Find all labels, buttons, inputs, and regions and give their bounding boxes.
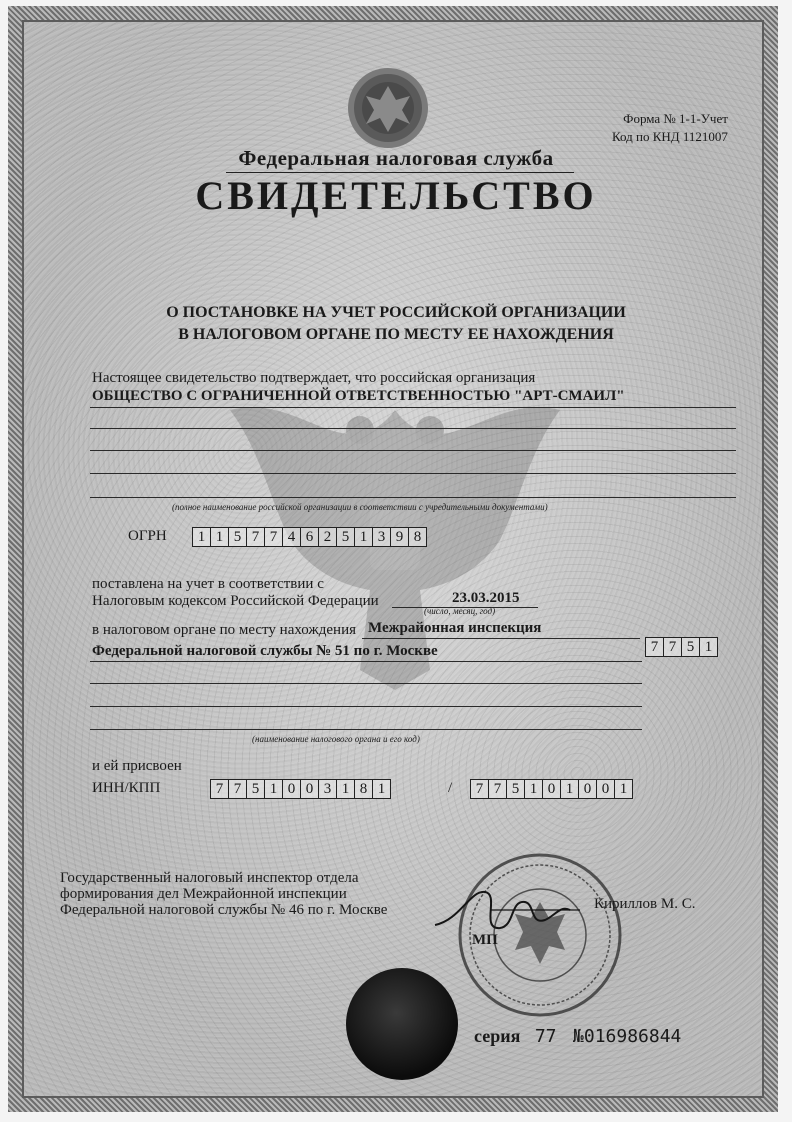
form-number bbox=[612, 110, 728, 146]
tax-authority-line-3 bbox=[90, 683, 642, 684]
organization-line-3 bbox=[90, 450, 736, 451]
kpp-digit: 0 bbox=[596, 779, 615, 799]
ogrn-digit: 8 bbox=[408, 527, 427, 547]
subtitle-line-2: В НАЛОГОВОМ ОРГАНЕ ПО МЕСТУ ЕЕ НАХОЖДЕНИЯ bbox=[178, 326, 614, 343]
inn-digit: 1 bbox=[372, 779, 391, 799]
assigned-label: и ей присвоен bbox=[92, 758, 182, 774]
inn-boxes bbox=[210, 779, 390, 799]
organization-line-4 bbox=[90, 473, 736, 474]
tax-authority-caption: (наименование налогового органа и его код) bbox=[252, 734, 420, 744]
inn-digit: 7 bbox=[228, 779, 247, 799]
inspector-line-2: формирования дел Межрайонной инспекции bbox=[60, 886, 347, 902]
kpp-digit: 1 bbox=[524, 779, 543, 799]
signature-icon bbox=[430, 880, 600, 940]
kpp-digit: 7 bbox=[488, 779, 507, 799]
organization-line-2 bbox=[90, 428, 736, 429]
kpp-digit: 5 bbox=[506, 779, 525, 799]
organization-intro: Настоящее свидетельство подтверждает, что российская организация bbox=[92, 370, 536, 386]
tax-authority-line-2 bbox=[90, 661, 642, 662]
kpp-digit: 0 bbox=[542, 779, 561, 799]
ogrn-digit: 1 bbox=[354, 527, 373, 547]
tax-authority-name-part-1: Межрайонная инспекция bbox=[368, 620, 542, 636]
ogrn-digit: 6 bbox=[300, 527, 319, 547]
kpp-digit: 1 bbox=[560, 779, 579, 799]
tax-authority-code-boxes bbox=[645, 637, 717, 657]
registration-date-caption: (число, месяц, год) bbox=[424, 606, 496, 616]
tax-authority-intro: в налоговом органе по месту нахождения bbox=[92, 622, 357, 638]
tax-authority-code-digit: 5 bbox=[681, 637, 700, 657]
document-title: СВИДЕТЕЛЬСТВО bbox=[195, 173, 597, 218]
emblem-icon bbox=[346, 66, 430, 150]
inspector-title bbox=[60, 870, 387, 918]
series-number: №016986844 bbox=[573, 1026, 682, 1047]
inn-digit: 8 bbox=[354, 779, 373, 799]
series-label: серия bbox=[474, 1026, 521, 1046]
inn-digit: 5 bbox=[246, 779, 265, 799]
organization-name: ОБЩЕСТВО С ОГРАНИЧЕННОЙ ОТВЕТСТВЕННОСТЬЮ "АРТ-СМАИЛ" bbox=[92, 388, 625, 404]
organization-line-5 bbox=[90, 497, 736, 498]
inspector-name: Кириллов М. С. bbox=[594, 896, 696, 912]
registration-line-2: Налоговым кодексом Российской Федерации bbox=[92, 593, 379, 609]
hologram-seal-icon bbox=[346, 968, 458, 1080]
document-subtitle bbox=[0, 302, 792, 346]
registration-date: 23.03.2015 bbox=[452, 590, 520, 606]
series-block bbox=[474, 1026, 681, 1047]
kpp-digit: 0 bbox=[578, 779, 597, 799]
inn-digit: 1 bbox=[264, 779, 283, 799]
tax-authority-code-digit: 7 bbox=[663, 637, 682, 657]
ogrn-digit: 9 bbox=[390, 527, 409, 547]
ogrn-digit: 5 bbox=[228, 527, 247, 547]
stamp-mp-label: МП bbox=[472, 932, 498, 948]
ogrn-boxes bbox=[192, 527, 426, 547]
tax-authority-line-5 bbox=[90, 729, 642, 730]
organization-caption: (полное наименование российской организации в соответствии с учредительными документами) bbox=[172, 502, 548, 512]
inn-kpp-label: ИНН/КПП bbox=[92, 780, 161, 796]
kpp-digit: 1 bbox=[614, 779, 633, 799]
ogrn-digit: 7 bbox=[246, 527, 265, 547]
ogrn-digit: 5 bbox=[336, 527, 355, 547]
ogrn-digit: 2 bbox=[318, 527, 337, 547]
inn-digit: 1 bbox=[336, 779, 355, 799]
ogrn-digit: 4 bbox=[282, 527, 301, 547]
ogrn-digit: 7 bbox=[264, 527, 283, 547]
inn-digit: 3 bbox=[318, 779, 337, 799]
inspector-line-3: Федеральной налоговой службы № 46 по г. Москве bbox=[60, 902, 388, 918]
form-number-text: Форма № 1-1-Учет bbox=[623, 111, 728, 126]
kpp-boxes bbox=[470, 779, 632, 799]
registration-line-1: поставлена на учет в соответствии с bbox=[92, 576, 324, 592]
knd-code: Код по КНД 1121007 bbox=[612, 129, 728, 144]
inn-digit: 0 bbox=[282, 779, 301, 799]
agency-name: Федеральная налоговая служба bbox=[238, 146, 554, 170]
ogrn-digit: 1 bbox=[192, 527, 211, 547]
inspector-line-1: Государственный налоговый инспектор отдела bbox=[60, 870, 359, 886]
ogrn-digit: 1 bbox=[210, 527, 229, 547]
ogrn-label: ОГРН bbox=[128, 528, 167, 544]
ogrn-digit: 3 bbox=[372, 527, 391, 547]
tax-authority-code-digit: 1 bbox=[699, 637, 718, 657]
tax-authority-line-4 bbox=[90, 706, 642, 707]
organization-line-1 bbox=[90, 407, 736, 408]
kpp-digit: 7 bbox=[470, 779, 489, 799]
inn-digit: 7 bbox=[210, 779, 229, 799]
tax-authority-name-part-2: Федеральной налоговой службы № 51 по г. Москве bbox=[92, 643, 438, 659]
subtitle-line-1: О ПОСТАНОВКЕ НА УЧЕТ РОССИЙСКОЙ ОРГАНИЗАЦИИ bbox=[166, 304, 626, 321]
inn-digit: 0 bbox=[300, 779, 319, 799]
inn-kpp-separator: / bbox=[448, 780, 453, 796]
tax-authority-code-digit: 7 bbox=[645, 637, 664, 657]
tax-authority-line-1 bbox=[362, 638, 640, 639]
series-value: 77 bbox=[534, 1026, 557, 1047]
